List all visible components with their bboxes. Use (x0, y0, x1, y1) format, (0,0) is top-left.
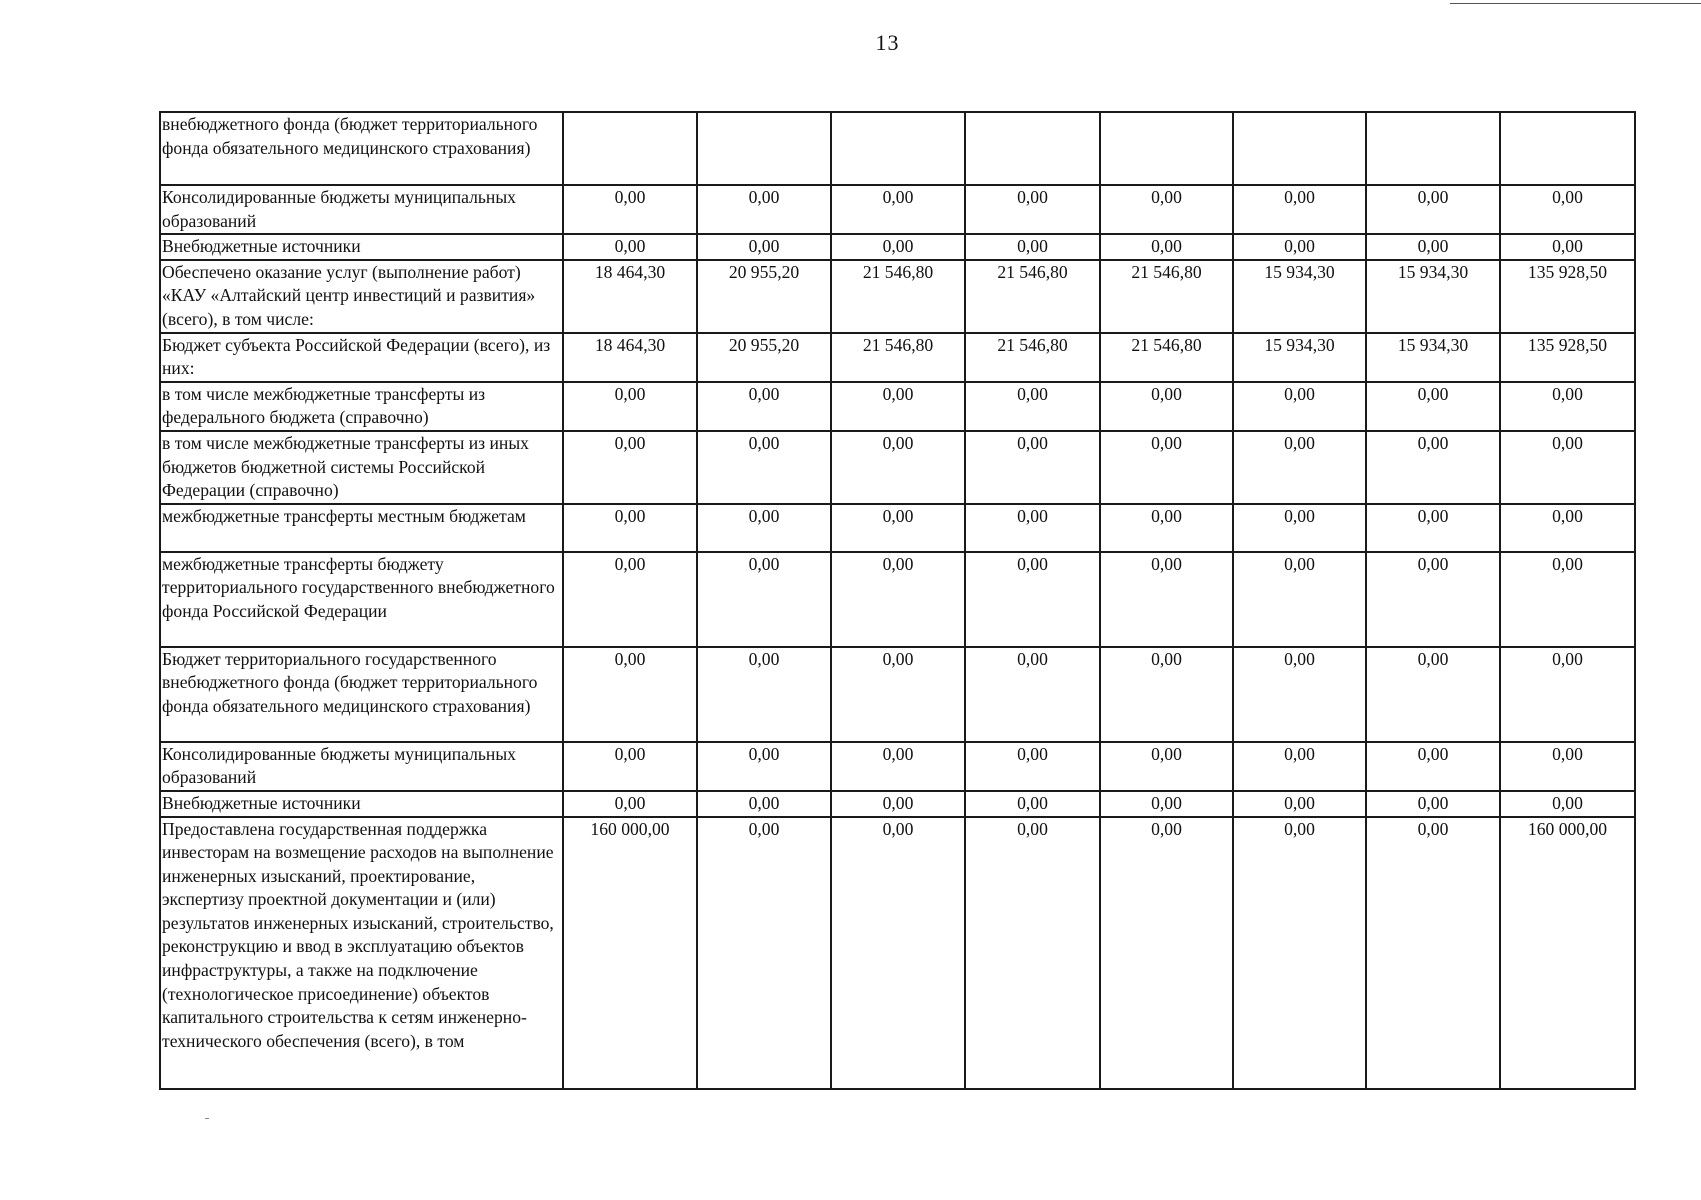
value-cell (831, 112, 965, 185)
value-cell: 0,00 (1233, 185, 1366, 234)
value-cell: 0,00 (1500, 382, 1635, 431)
value-cell: 0,00 (563, 742, 697, 791)
value-cell: 21 546,80 (965, 333, 1100, 382)
value-cell: 135 928,50 (1500, 260, 1635, 333)
value-cell: 0,00 (1100, 234, 1233, 260)
value-cell: 0,00 (563, 647, 697, 742)
value-cell: 0,00 (1366, 382, 1500, 431)
value-cell: 20 955,20 (697, 333, 831, 382)
value-cell: 0,00 (1233, 382, 1366, 431)
value-cell: 0,00 (1500, 742, 1635, 791)
row-label: в том числе межбюджетные трансферты из федерального бюджета (справочно) (160, 382, 563, 431)
value-cell: 0,00 (1100, 504, 1233, 552)
value-cell (965, 112, 1100, 185)
page-number: 13 (875, 30, 900, 55)
value-cell (697, 112, 831, 185)
table-body (160, 112, 1635, 1089)
value-cell: 0,00 (831, 817, 965, 1089)
value-cell: 0,00 (965, 382, 1100, 431)
value-cell: 0,00 (697, 552, 831, 647)
value-cell: 0,00 (1500, 234, 1635, 260)
value-cell: 0,00 (1233, 817, 1366, 1089)
row-label: Консолидированные бюджеты муниципальных образований (160, 185, 563, 234)
table-row (160, 185, 1635, 234)
value-cell: 0,00 (1233, 552, 1366, 647)
table-row (160, 742, 1635, 791)
value-cell: 0,00 (831, 382, 965, 431)
value-cell: 0,00 (1100, 647, 1233, 742)
value-cell: 15 934,30 (1233, 260, 1366, 333)
value-cell: 0,00 (1366, 647, 1500, 742)
value-cell: 0,00 (563, 552, 697, 647)
value-cell: 0,00 (1500, 791, 1635, 817)
value-cell (1500, 112, 1635, 185)
value-cell: 20 955,20 (697, 260, 831, 333)
value-cell: 0,00 (965, 552, 1100, 647)
value-cell: 0,00 (831, 791, 965, 817)
value-cell: 0,00 (831, 647, 965, 742)
value-cell: 15 934,30 (1366, 333, 1500, 382)
value-cell: 21 546,80 (831, 260, 965, 333)
value-cell: 18 464,30 (563, 260, 697, 333)
value-cell: 160 000,00 (1500, 817, 1635, 1089)
value-cell: 21 546,80 (831, 333, 965, 382)
budget-table (159, 111, 1636, 1090)
value-cell: 0,00 (697, 185, 831, 234)
value-cell: 0,00 (965, 817, 1100, 1089)
value-cell: 0,00 (831, 431, 965, 504)
value-cell: 0,00 (697, 791, 831, 817)
scan-edge-line (1450, 3, 1701, 4)
value-cell: 0,00 (1233, 234, 1366, 260)
value-cell: 0,00 (1100, 431, 1233, 504)
value-cell: 0,00 (563, 382, 697, 431)
value-cell: 0,00 (1500, 431, 1635, 504)
value-cell: 0,00 (831, 504, 965, 552)
value-cell: 0,00 (1366, 742, 1500, 791)
table-row (160, 333, 1635, 382)
table-row (160, 382, 1635, 431)
value-cell: 0,00 (1366, 817, 1500, 1089)
table-row (160, 260, 1635, 333)
value-cell: 0,00 (1366, 791, 1500, 817)
value-cell: 0,00 (1100, 742, 1233, 791)
table-row (160, 552, 1635, 647)
row-label: Бюджет территориального государственного внебюджетного фонда (бюджет территориального фонда обязательного медицинского страхования) (160, 647, 563, 742)
value-cell: 0,00 (965, 791, 1100, 817)
row-label: межбюджетные трансферты бюджету территориального государственного внебюджетного фонда Российской Федерации (160, 552, 563, 647)
value-cell: 160 000,00 (563, 817, 697, 1089)
value-cell: 0,00 (831, 742, 965, 791)
value-cell (1100, 112, 1233, 185)
value-cell: 135 928,50 (1500, 333, 1635, 382)
value-cell: 0,00 (1366, 504, 1500, 552)
value-cell: 0,00 (1233, 504, 1366, 552)
value-cell: 15 934,30 (1366, 260, 1500, 333)
row-label: Внебюджетные источники (160, 791, 563, 817)
value-cell: 0,00 (965, 185, 1100, 234)
table-row (160, 431, 1635, 504)
value-cell: 21 546,80 (1100, 260, 1233, 333)
row-label: Внебюджетные источники (160, 234, 563, 260)
value-cell: 0,00 (1233, 742, 1366, 791)
value-cell: 0,00 (697, 382, 831, 431)
value-cell: 0,00 (965, 431, 1100, 504)
value-cell: 0,00 (697, 742, 831, 791)
scan-speck (205, 1118, 209, 1119)
value-cell: 0,00 (697, 234, 831, 260)
value-cell: 0,00 (965, 647, 1100, 742)
value-cell: 0,00 (697, 817, 831, 1089)
value-cell: 0,00 (563, 504, 697, 552)
row-label: межбюджетные трансферты местным бюджетам (160, 504, 563, 552)
row-label: Консолидированные бюджеты муниципальных образований (160, 742, 563, 791)
table-row (160, 112, 1635, 185)
value-cell: 0,00 (1366, 431, 1500, 504)
value-cell: 0,00 (697, 504, 831, 552)
value-cell: 0,00 (1366, 234, 1500, 260)
value-cell (563, 112, 697, 185)
row-label: в том числе межбюджетные трансферты из иных бюджетов бюджетной системы Российской Федерации (справочно) (160, 431, 563, 504)
value-cell: 0,00 (1366, 552, 1500, 647)
value-cell: 0,00 (831, 185, 965, 234)
row-label: Предоставлена государственная поддержка инвесторам на возмещение расходов на выполнение инженерных изысканий, проектирование, экспертизу проектной документации и (или) результатов инженерных изысканий, строительство, реконструкцию и ввод в эксплуатацию объектов инфраструктуры, а также на подключение (технологическое присоединение) объектов капитального строительства к сетям инженерно-технического обеспечения (всего), в том (160, 817, 563, 1089)
value-cell: 0,00 (1233, 791, 1366, 817)
value-cell: 0,00 (831, 552, 965, 647)
row-label: Бюджет субъекта Российской Федерации (всего), из них: (160, 333, 563, 382)
table-row (160, 791, 1635, 817)
value-cell: 0,00 (965, 504, 1100, 552)
value-cell: 21 546,80 (1100, 333, 1233, 382)
value-cell: 0,00 (1100, 185, 1233, 234)
value-cell: 0,00 (1100, 382, 1233, 431)
value-cell: 0,00 (1366, 185, 1500, 234)
value-cell: 0,00 (1100, 791, 1233, 817)
value-cell: 0,00 (563, 431, 697, 504)
value-cell: 0,00 (563, 791, 697, 817)
value-cell: 0,00 (1233, 431, 1366, 504)
value-cell: 0,00 (563, 234, 697, 260)
value-cell: 0,00 (965, 234, 1100, 260)
table-row (160, 504, 1635, 552)
value-cell: 0,00 (563, 185, 697, 234)
row-label: внебюджетного фонда (бюджет территориального фонда обязательного медицинского страхования) (160, 112, 563, 185)
value-cell: 0,00 (697, 647, 831, 742)
value-cell: 15 934,30 (1233, 333, 1366, 382)
value-cell (1233, 112, 1366, 185)
value-cell: 0,00 (1500, 647, 1635, 742)
table-row (160, 234, 1635, 260)
value-cell: 0,00 (1500, 552, 1635, 647)
value-cell: 0,00 (697, 431, 831, 504)
table-row (160, 647, 1635, 742)
value-cell: 0,00 (1500, 185, 1635, 234)
value-cell: 18 464,30 (563, 333, 697, 382)
value-cell: 0,00 (965, 742, 1100, 791)
value-cell: 21 546,80 (965, 260, 1100, 333)
value-cell: 0,00 (831, 234, 965, 260)
table-row (160, 817, 1635, 1089)
value-cell: 0,00 (1500, 504, 1635, 552)
row-label: Обеспечено оказание услуг (выполнение работ) «КАУ «Алтайский центр инвестиций и развития» (всего), в том числе: (160, 260, 563, 333)
value-cell: 0,00 (1100, 552, 1233, 647)
value-cell: 0,00 (1233, 647, 1366, 742)
value-cell: 0,00 (1100, 817, 1233, 1089)
value-cell (1366, 112, 1500, 185)
